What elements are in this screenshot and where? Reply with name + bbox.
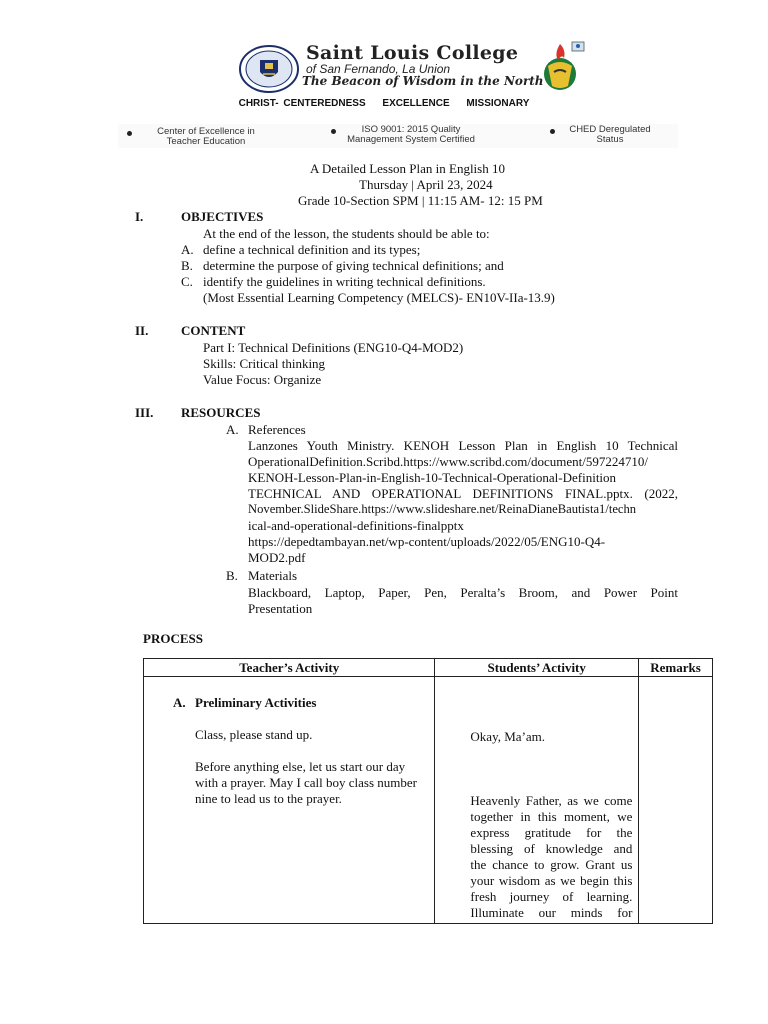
accreditation-3 <box>558 125 662 145</box>
objective-c: identify the guidelines in writing technical definitions. <box>203 274 486 289</box>
accreditation-2 <box>336 125 486 145</box>
prayer-line-2: together in this moment, we <box>470 809 633 824</box>
accreditation-2-line2: Management System Certified <box>347 134 475 145</box>
content-value: Value Focus: Organize <box>203 372 322 387</box>
objectives-intro: At the end of the lesson, the students should be able to: <box>203 226 490 241</box>
materials-letter: B. <box>226 568 238 583</box>
bullet-icon <box>550 129 555 134</box>
materials-label: Materials <box>248 568 298 583</box>
materials-line-2: Presentation <box>248 601 313 616</box>
school-seal-icon <box>238 44 300 94</box>
reference-line-7: https://depedtambayan.net/wp-content/uploads/2022/05/ENG10-Q4- <box>248 534 606 549</box>
bullet-icon <box>127 131 132 136</box>
content-heading: CONTENT <box>181 323 246 338</box>
core-value-2: EXCELLENCE <box>382 98 450 109</box>
process-table <box>143 658 713 924</box>
references-letter: A. <box>226 422 239 437</box>
students-activity-cell <box>435 677 639 924</box>
objective-c-letter: C. <box>181 274 193 289</box>
column-header-students: Students’ Activity <box>435 659 639 677</box>
reference-line-8: MOD2.pdf <box>248 550 306 565</box>
core-values <box>0 98 768 109</box>
column-header-remarks: Remarks <box>639 659 713 677</box>
reference-line-5: November.SlideShare.https://www.slideshare.net/ReinaDianeBautista1/techn <box>248 502 637 516</box>
lesson-date: Thursday | April 23, 2024 <box>359 177 493 192</box>
table-row <box>144 677 713 924</box>
school-motto: The Beacon of Wisdom in the North <box>302 74 544 88</box>
objective-b: determine the purpose of giving technical definitions; and <box>203 258 504 273</box>
prayer-line-1: Heavenly Father, as we come <box>470 793 633 808</box>
torch-logo-icon <box>534 38 590 94</box>
objective-a: define a technical definition and its types; <box>203 242 421 257</box>
content-skills: Skills: Critical thinking <box>203 356 326 371</box>
accreditation-1-line2: Teacher Education <box>166 136 246 147</box>
content-numeral: II. <box>135 323 149 338</box>
accreditation-3-line2: Status <box>596 134 624 145</box>
content-part: Part I: Technical Definitions (ENG10-Q4-MOD2) <box>203 340 464 355</box>
remarks-cell <box>639 677 713 924</box>
accreditation-bar <box>118 124 678 148</box>
prayer-line-4: blessing of knowledge and <box>470 841 633 856</box>
accreditation-2-line1: ISO 9001: 2015 Quality <box>361 124 461 135</box>
prayer-line-7: fresh journey of learning. <box>470 889 633 904</box>
prayer-line-8: Illuminate our minds for <box>470 905 633 920</box>
section-title: Preliminary Activities <box>195 695 317 710</box>
prayer-line-3: express gratitude for the <box>470 825 633 840</box>
objective-b-letter: B. <box>181 258 193 273</box>
resources-numeral: III. <box>135 405 154 420</box>
objective-a-letter: A. <box>181 242 194 257</box>
school-name: Saint Louis College <box>306 42 519 64</box>
section-letter: A. <box>173 695 186 710</box>
student-response-1: Okay, Ma’am. <box>470 729 546 744</box>
process-heading: PROCESS <box>143 631 203 646</box>
lesson-title: A Detailed Lesson Plan in English 10 <box>310 161 505 176</box>
teacher-line-1: Class, please stand up. <box>195 727 313 742</box>
reference-line-2: OperationalDefinition.Scribd.https://www.scribd.com/document/597224710/ <box>248 454 648 469</box>
school-location: of San Fernando, La Union <box>306 62 451 76</box>
reference-line-4: TECHNICAL AND OPERATIONAL DEFINITIONS FINAL.pptx. (2022, <box>248 486 678 501</box>
references-label: References <box>248 422 306 437</box>
table-header-row <box>144 659 713 677</box>
accreditation-1-line1: Center of Excellence in <box>157 126 255 137</box>
prayer-line-6: your wisdom as we begin this <box>470 873 633 888</box>
prayer-line-5: the chance to grow. Grant us <box>470 857 633 872</box>
teacher-activity-cell <box>144 677 435 924</box>
reference-line-3: KENOH-Lesson-Plan-in-English-10-Technical-Operational-Definition <box>248 470 617 485</box>
core-value-1: CHRIST- CENTEREDNESS <box>238 98 366 109</box>
objectives-numeral: I. <box>135 209 144 224</box>
teacher-line-2b: with a prayer. May I call boy class number <box>195 775 418 790</box>
teacher-line-2c: nine to lead us to the prayer. <box>195 791 342 806</box>
teacher-line-2a: Before anything else, let us start our day <box>195 759 406 774</box>
core-value-3: MISSIONARY <box>466 98 530 109</box>
reference-line-6: ical-and-operational-definitions-finalpptx <box>248 518 464 533</box>
lesson-schedule: Grade 10-Section SPM | 11:15 AM- 12: 15 PM <box>298 193 543 208</box>
materials-line-1: Blackboard, Laptop, Paper, Pen, Peralta’s Broom, and Power Point <box>248 585 678 600</box>
melc-code: (Most Essential Learning Competency (MELCS)- EN10V-IIa-13.9) <box>203 290 555 305</box>
column-header-teacher: Teacher’s Activity <box>144 659 435 677</box>
reference-line-1: Lanzones Youth Ministry. KENOH Lesson Plan in English 10 Technical <box>248 438 678 453</box>
accreditation-3-line1: CHED Deregulated <box>569 124 651 135</box>
objectives-heading: OBJECTIVES <box>181 209 264 224</box>
resources-heading: RESOURCES <box>181 405 261 420</box>
accreditation-1 <box>146 127 266 147</box>
student-prayer <box>470 793 632 921</box>
